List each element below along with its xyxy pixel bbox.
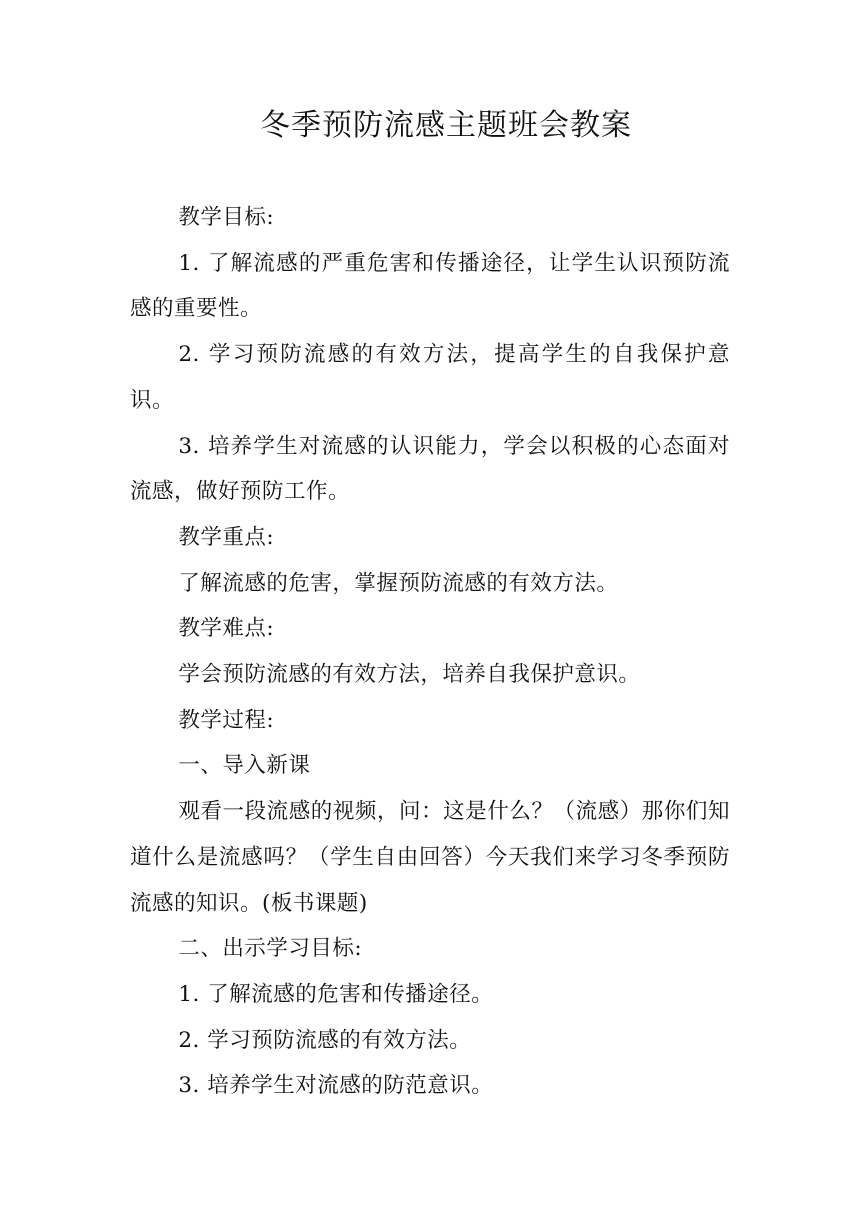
paragraph-process-heading: 教学过程: bbox=[178, 707, 275, 733]
paragraph-key-points: 了解流感的危害，掌握预防流感的有效方法。 bbox=[178, 570, 619, 596]
paragraph-teaching-objectives-heading: 教学目标: bbox=[178, 205, 275, 230]
paragraph-objective-1: 1. 了解流感的严重危害和传播途径，让学生认识预防流感的重要性。 bbox=[130, 250, 730, 322]
paragraph-key-points-heading: 教学重点: bbox=[178, 524, 275, 550]
paragraph-goal-3: 3. 培养学生对流感的防范意识。 bbox=[178, 1073, 494, 1099]
paragraph-difficulties-heading: 教学难点: bbox=[178, 616, 275, 642]
paragraph-goal-2: 2. 学习预防流感的有效方法。 bbox=[178, 1027, 472, 1053]
paragraph-goal-1: 1. 了解流感的危害和传播途径。 bbox=[178, 981, 494, 1007]
paragraph-section-2-heading: 二、出示学习目标: bbox=[178, 936, 363, 962]
paragraph-section-1-body: 观看一段流感的视频，问：这是什么？（流感）那你们知道什么是流感吗？（学生自由回答）今天我们来学习冬季预防流感的知识。(板书课题) bbox=[130, 799, 730, 916]
paragraph-section-1-heading: 一、导入新课 bbox=[178, 753, 311, 779]
paragraph-objective-3: 3. 培养学生对流感的认识能力，学会以积极的心态面对流感，做好预防工作。 bbox=[130, 433, 730, 505]
paragraph-difficulties: 学会预防流感的有效方法，培养自我保护意识。 bbox=[178, 662, 641, 688]
paragraph-objective-2: 2. 学习预防流感的有效方法，提高学生的自我保护意识。 bbox=[130, 342, 730, 413]
document-body bbox=[130, 195, 730, 1109]
document-title: 冬季预防流感主题班会教案 bbox=[260, 108, 632, 143]
